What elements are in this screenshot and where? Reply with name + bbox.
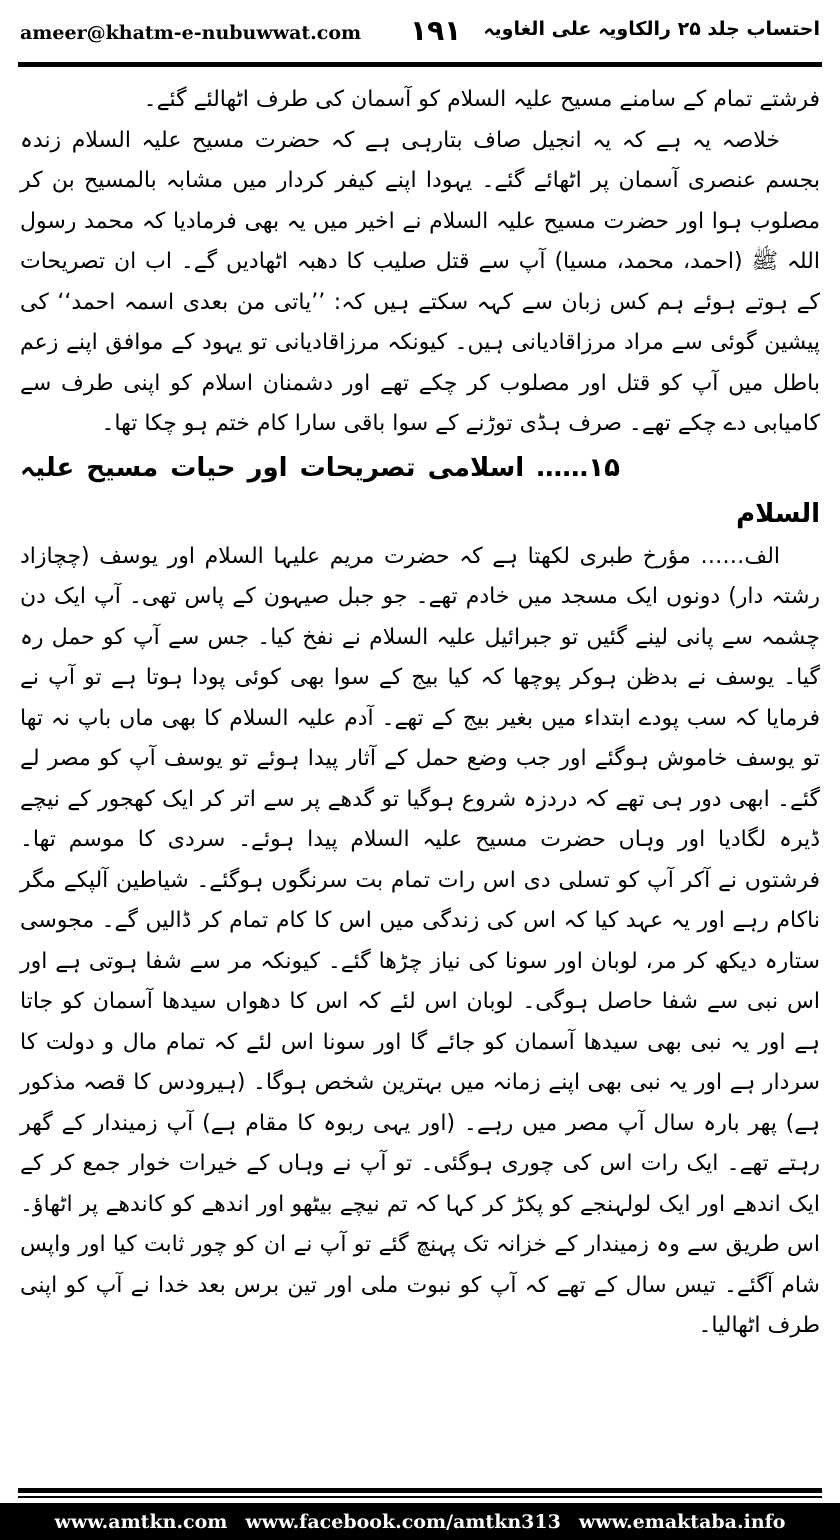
page-number: ۱۹۱	[410, 14, 462, 47]
book-title: احتساب جلد ۲۵ رالکاویہ علی الغاویہ	[483, 18, 820, 40]
section-heading: ۱۵…… اسلامی تصریحات اور حیات مسیح علیہ السلام	[20, 452, 820, 529]
footer-divider-thick	[18, 1488, 822, 1493]
footer-link-amtkn[interactable]: www.amtkn.com	[54, 1510, 228, 1533]
footer-bar	[0, 1503, 840, 1540]
page-header	[20, 14, 820, 54]
paragraph-1: فرشتے تمام کے سامنے مسیح علیہ السلام کو آسمان کی طرف اٹھالئے گئے۔	[143, 87, 820, 112]
paragraph-2: خلاصہ یہ ہے کہ یہ انجیل صاف بتارہی ہے کہ حضرت مسیح علیہ السلام زندہ بجسم عنصری آسمان پر اٹھائے گئے۔ یہودا اپنے کیفر کردار میں مشابہ بالمسیح بن کر مصلوب ہوا اور حضرت مسیح علیہ السلام نے اخیر میں یہ بھی فرمادیا کہ محمد رسول اللہ ﷺ (احمد، محمد، مسیا) آپ سے قتل صلیب کا دھبہ اٹھادیں گے۔ اب ان تصریحات کے ہوتے ہوئے ہم کس زبان سے کہہ سکتے ہیں کہ: ’’یاتی من بعدی اسمہ احمد‘‘ کی پیشین گوئی سے مراد مرزاقادیانی ہیں۔ کیونکہ مرزاقادیانی تو یہود کے موافق اپنے زعم باطل میں آپ کو قتل اور مصلوب کر چکے تھے اور دشمنان اسلام کو اپنی طرف سے کامیابی دے چکے تھے۔ صرف ہڈی توڑنے کے سوا باقی سارا کام ختم ہو چکا تھا۔	[20, 127, 820, 436]
paragraph-alif	[20, 537, 820, 1347]
footer-divider-thin	[18, 1496, 822, 1498]
footer-link-emaktaba[interactable]: www.emaktaba.info	[578, 1510, 786, 1533]
header-divider	[18, 62, 822, 67]
alif-label: الف……	[700, 543, 781, 569]
alif-text: مؤرخ طبری لکھتا ہے کہ حضرت مریم علیہا السلام اور یوسف (چچازاد رشتہ دار) دونوں ایک مسجد میں خادم تھے۔ جو جبل صیہون کے پاس تھی۔ آپ ایک دن چشمہ سے پانی لینے گئیں تو جبرائیل علیہ السلام نے نفخ کیا۔ جس سے آپ کو حمل رہ گیا۔ یوسف نے بدظن ہوکر پوچھا کہ کیا بیج کے سوا بھی کوئی پودا ہوتا ہے تو آپ نے فرمایا کہ سب پودے ابتداء میں بغیر بیج کے تھے۔ آدم علیہ السلام کا بھی ماں باپ نہ تھا تو یوسف خاموش ہوگئے اور جب وضع حمل کے آثار پیدا ہوئے تو یوسف آپ کو مصر لے گئے۔ ابھی دور ہی تھے کہ دردزہ شروع ہوگیا تو گدھے پر سے اتر کر ایک کھجور کے نیچے ڈیرہ لگادیا اور وہاں حضرت مسیح علیہ السلام پیدا ہوئے۔ سردی کا موسم تھا۔ فرشتوں نے آکر آپ کو تسلی دی اس رات تمام بت سرنگوں ہوگئے۔ شیاطین آلپکے مگر ناکام رہے اور یہ عہد کیا کہ اس کی زندگی میں اس کا کام تمام کر ڈالیں گے۔ مجوسی ستارہ دیکھ کر مر، لوبان اور سونا کی نیاز چڑھا گئے۔ کیونکہ مر سے شفا ہوتی ہے اور اس نبی سے شفا حاصل ہوگی۔ لوبان اس لئے کہ اس کا دھواں سیدھا آسمان کو جاتا ہے اور یہ نبی بھی سیدھا آسمان کو جائے گا اور سونا اس لئے کہ تمام مال و دولت کا سردار ہے اور یہ نبی بھی اپنے زمانہ میں بہترین شخص ہوگا۔ (ہیرودس کا قصہ مذکور ہے) پھر بارہ سال آپ مصر میں رہے۔ (اور یہی ربوہ کا مقام ہے) آپ زمیندار کے گھر رہتے تھے۔ ایک رات اس کی چوری ہوگئی۔ تو آپ نے وہاں کے خیرات خوار جمع کر کے ایک اندھے اور ایک لولہنجے کو پکڑ کر کہا کہ تم نیچے بیٹھو اور اندھے کو کاندھے پر اٹھاؤ۔ اس طریق سے وہ زمیندار کے خزانہ تک پہنچ گئے تو آپ نے ان کو چور ثابت کیا اور واپس شام آگئے۔ تیس سال کے تھے کہ آپ کو نبوت ملی اور تین برس بعد خدا نے آپ کو اپنی طرف اٹھالیا۔	[20, 543, 820, 1338]
header-email: ameer@khatm-e-nubuwwat.com	[20, 22, 362, 44]
page-body	[20, 80, 820, 1347]
footer-link-facebook[interactable]: www.facebook.com/amtkn313	[245, 1510, 561, 1533]
